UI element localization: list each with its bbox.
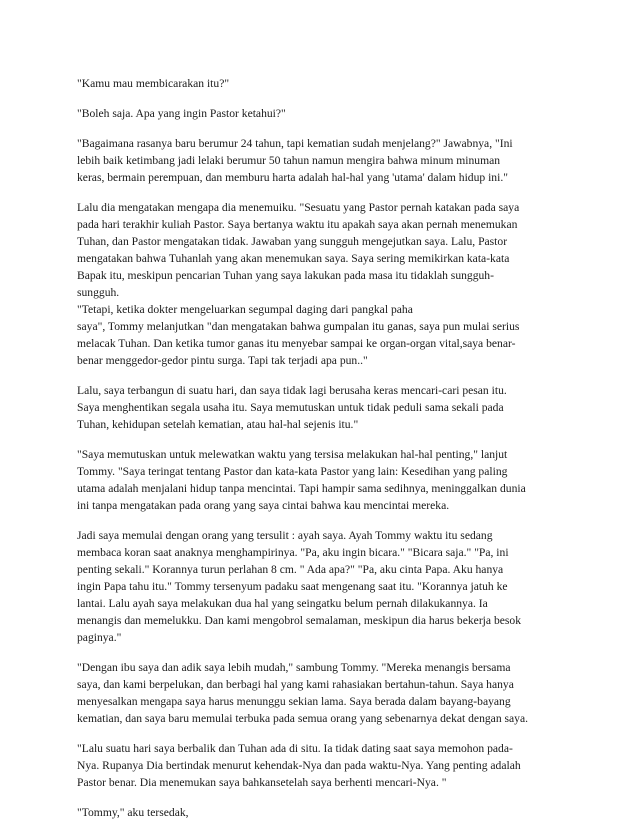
paragraph-line: kematian, dan saya baru memulai terbuka pada semua orang yang sebenarnya dekat dengan saya.	[77, 712, 529, 725]
paragraph-line: "Bagaimana rasanya baru berumur 24 tahun, tapi kematian sudah menjelang?" Jawabnya, "Ini	[77, 137, 513, 150]
paragraph-line: "Tommy," aku tersedak,	[77, 806, 189, 819]
paragraph-line: Pastor benar. Dia menemukan saya bahkansetelah saya berhenti mencari-Nya. "	[77, 776, 447, 789]
paragraph-line: "Boleh saja. Apa yang ingin Pastor ketahui?"	[77, 107, 286, 120]
paragraph	[77, 75, 565, 92]
paragraph-line: lebih baik ketimbang jadi lelaki berumur 50 tahun namun mengira bahwa minum minuman	[77, 154, 501, 167]
paragraph-line: Tommy. "Saya teringat tentang Pastor dan kata-kata Pastor yang lain: Kesedihan yang paling	[77, 465, 508, 478]
paragraph-line: melacak Tuhan. Dan ketika tumor ganas itu menyebar sampai ke organ-organ vital,saya benar-	[77, 337, 516, 350]
paragraph-line: Tuhan, kehidupan setelah kematian, atau hal-hal sejenis itu."	[77, 418, 359, 431]
paragraph	[77, 527, 565, 646]
paragraph-line: Tuhan, dan Pastor mengatakan tidak. Jawaban yang sungguh mengejutkan saya. Lalu, Pastor	[77, 235, 508, 248]
paragraph-line: Lalu dia mengatakan mengapa dia menemuiku. "Sesuatu yang Pastor pernah katakan pada saya	[77, 201, 520, 214]
paragraph-line: keras, bermain perempuan, dan memburu harta adalah hal-hal yang 'utama' dalam hidup ini."	[77, 171, 508, 184]
paragraph-line: lantai. Lalu ayah saya melakukan dua hal yang seingatku belum pernah dilakukannya. Ia	[77, 597, 488, 610]
paragraph	[77, 382, 565, 433]
paragraph-line: utama adalah menjalani hidup tanpa mencintai. Tapi hampir sama sedihnya, meninggalkan dunia	[77, 482, 526, 495]
paragraph	[77, 804, 565, 821]
paragraph-line: saya", Tommy melanjutkan "dan mengatakan bahwa gumpalan itu ganas, saya pun mulai serius	[77, 320, 520, 333]
paragraph-line: Saya menghentikan segala usaha itu. Saya memutuskan untuk tidak peduli sama sekali pada	[77, 401, 504, 414]
paragraph-line: benar menggedor-gedor pintu surga. Tapi tak terjadi apa pun.."	[77, 354, 368, 367]
paragraph	[77, 446, 565, 514]
paragraph-line: mengatakan bahwa Tuhanlah yang akan menemukan saya. Saya sering memikirkan kata-kata	[77, 252, 510, 265]
paragraph	[77, 135, 565, 186]
paragraph-line: saya, dan kami berpelukan, dan berbagi hal yang kami rahasiakan bertahun-tahun. Saya hanya	[77, 678, 514, 691]
paragraph-line: membaca koran saat anaknya menghampirinya. "Pa, aku ingin bicara." "Bicara saja." "Pa, ini	[77, 546, 509, 559]
paragraph	[77, 199, 565, 301]
paragraph-line: Jadi saya memulai dengan orang yang tersulit : ayah saya. Ayah Tommy waktu itu sedang	[77, 529, 493, 542]
paragraph-line: "Dengan ibu saya dan adik saya lebih mudah," sambung Tommy. "Mereka menangis bersama	[77, 661, 511, 674]
document-body	[77, 75, 565, 834]
paragraph-line: "Saya memutuskan untuk melewatkan waktu yang tersisa melakukan hal-hal penting," lanjut	[77, 448, 508, 461]
paragraph-line: Lalu, saya terbangun di suatu hari, dan saya tidak lagi berusaha keras mencari-cari pesan itu.	[77, 384, 507, 397]
paragraph-line: paginya."	[77, 631, 122, 644]
paragraph	[77, 740, 565, 791]
paragraph-line: "Tetapi, ketika dokter mengeluarkan segumpal daging dari pangkal paha	[77, 303, 413, 316]
paragraph-line: Nya. Rupanya Dia bertindak menurut kehendak-Nya dan pada waktu-Nya. Yang penting adalah	[77, 759, 521, 772]
paragraph-line: sungguh.	[77, 286, 120, 299]
paragraph-line: ini tanpa mengatakan pada orang yang saya cintai bahwa kau mencintai mereka.	[77, 499, 450, 512]
paragraph-line: pada hari terakhir kuliah Pastor. Saya bertanya waktu itu apakah saya akan pernah menemukan	[77, 218, 518, 231]
paragraph-line: penting sekali." Korannya turun perlahan 8 cm. " Ada apa?" "Pa, aku cinta Papa. Aku hanya	[77, 563, 504, 576]
paragraph-line: Bapak itu, meskipun pencarian Tuhan yang saya lakukan pada masa itu tidaklah sungguh-	[77, 269, 494, 282]
paragraph-line: menyesalkan mengapa saya harus menunggu sekian lama. Saya berada dalam bayang-bayang	[77, 695, 511, 708]
paragraph	[77, 659, 565, 727]
paragraph-line: "Kamu mau membicarakan itu?"	[77, 77, 230, 90]
paragraph-line: menangis dan memelukku. Dan kami mengobrol semalaman, meskipun dia harus bekerja besok	[77, 614, 521, 627]
paragraph	[77, 105, 565, 122]
paragraph-line: "Lalu suatu hari saya berbalik dan Tuhan ada di situ. Ia tidak dating saat saya memohon pada-	[77, 742, 513, 755]
paragraph-line: ingin Papa tahu itu." Tommy tersenyum padaku saat mengenang saat itu. "Korannya jatuh ke	[77, 580, 508, 593]
paragraph	[77, 301, 565, 369]
